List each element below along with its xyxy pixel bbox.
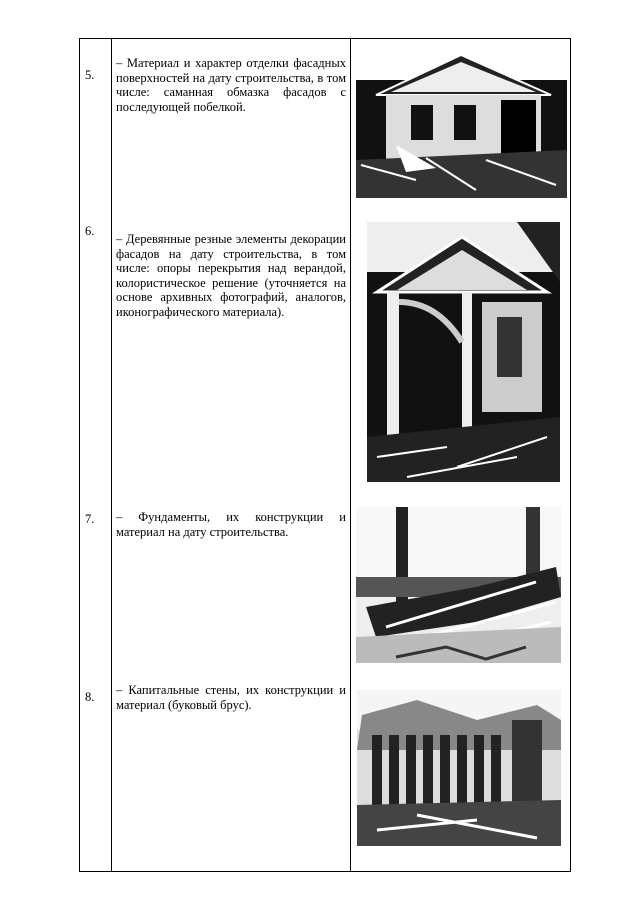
- table-border-left: [79, 38, 80, 872]
- row-description: – Деревянные резные элементы декорации фасадов на дату строительства, в том числе: опоры перекрытия над верандой, колористическое решение (уточняется на основе архивных фотографий, аналогов, иконографического материала).: [116, 232, 346, 319]
- foundation-ruins-photo: [356, 507, 561, 663]
- row-number: 6.: [85, 224, 95, 238]
- row-description: – Материал и характер отделки фасадных поверхностей на дату строительства, в том числе: саманная обмазка фасадов с последующей побелкой.: [116, 56, 346, 114]
- row-description: – Фундаменты, их конструкции и материал на дату строительства.: [116, 510, 346, 539]
- row-number: 7.: [85, 512, 95, 526]
- veranda-carved-elements-photo: [367, 222, 560, 482]
- table-border-bottom: [79, 871, 571, 872]
- facade-house-photo: [356, 40, 567, 198]
- row-number: 5.: [85, 68, 95, 82]
- table-border-top: [79, 38, 571, 39]
- table-border-right: [570, 38, 571, 872]
- row-number: 8.: [85, 690, 95, 704]
- table-column-divider-number: [111, 38, 112, 872]
- table-column-divider-photo: [350, 38, 351, 872]
- capital-walls-beams-photo: [357, 690, 561, 846]
- row-description: – Капитальные стены, их конструкции и материал (буковый брус).: [116, 683, 346, 712]
